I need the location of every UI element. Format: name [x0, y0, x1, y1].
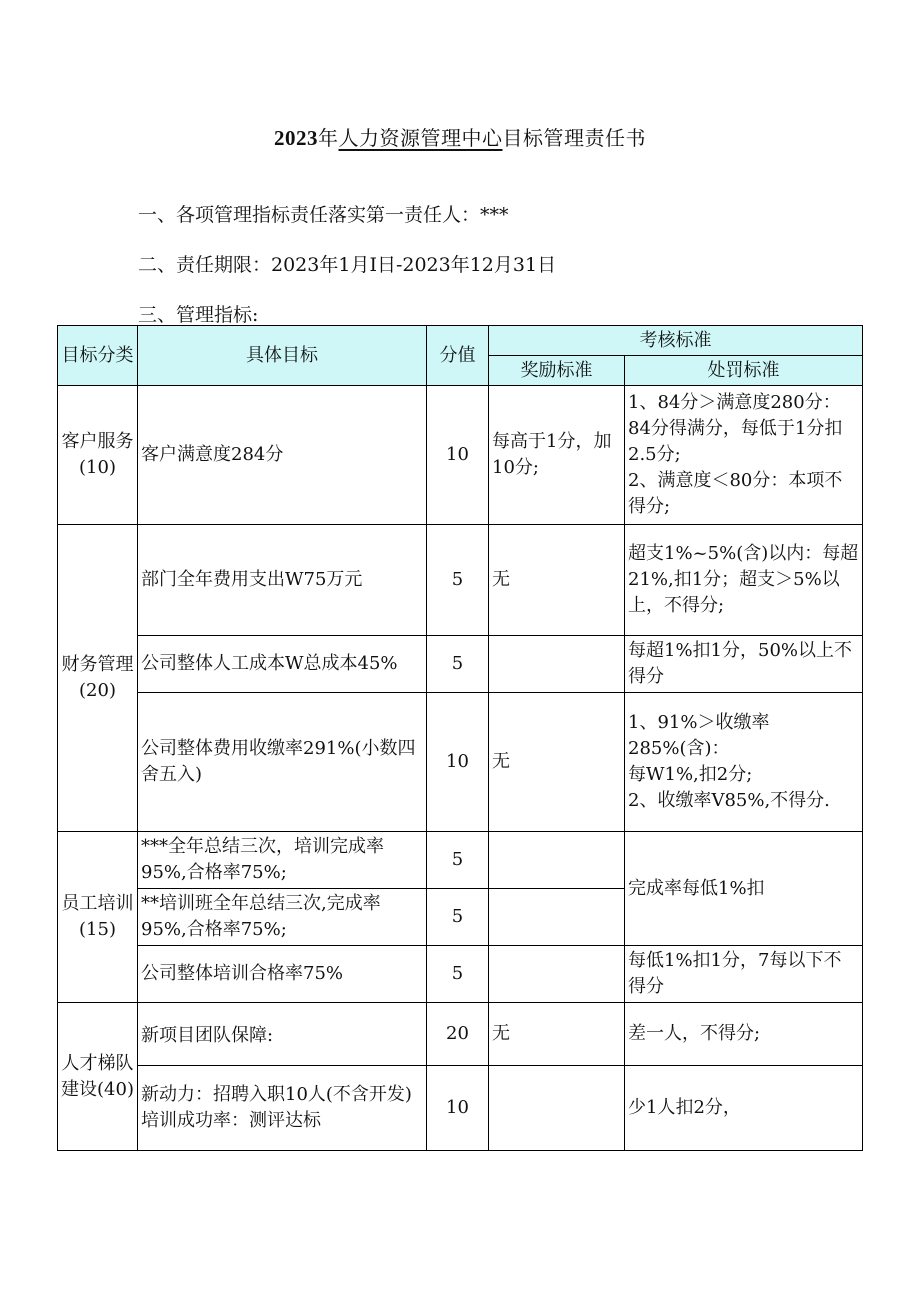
header-reward: 奖励标准 [489, 356, 625, 386]
reward-cell: 每高于1分，加10分; [489, 386, 625, 525]
title-year: 2023 [274, 126, 318, 150]
penalty-cell: 少1人扣2分， [625, 1066, 863, 1151]
table-row [58, 386, 863, 525]
reward-cell [489, 946, 625, 1003]
section-period: 二、责任期限：2023年1月I日-2023年12月31日 [138, 254, 557, 276]
reward-cell: 无 [489, 1003, 625, 1066]
reward-cell [489, 832, 625, 889]
reward-cell: 无 [489, 693, 625, 832]
category-cell: 员工培训(15) [58, 832, 138, 1003]
score-cell: 10 [427, 693, 489, 832]
penalty-cell: 1、91%＞收缴率 285%(含)： 每W1%,扣2分; 2、收缴率V85%,不得分. [625, 693, 863, 832]
target-cell: ***全年总结三次，培训完成率95%,合格率75%; [138, 832, 427, 889]
penalty-cell: 1、84分＞满意度280分：84分得满分，每低于1分扣2.5分; 2、满意度＜80分：本项不得分; [625, 386, 863, 525]
title-dept: 人力资源管理中心 [338, 126, 503, 150]
score-cell: 5 [427, 889, 489, 946]
target-cell: 新项目团队保障: [138, 1003, 427, 1066]
category-cell: 客户服务(10) [58, 386, 138, 525]
header-target: 具体目标 [138, 326, 427, 386]
score-cell: 5 [427, 525, 489, 636]
score-cell: 20 [427, 1003, 489, 1066]
target-cell: 公司整体人工成本W总成本45% [138, 636, 427, 693]
header-penalty: 处罚标准 [625, 356, 863, 386]
document-title [0, 122, 920, 151]
penalty-cell: 差一人，不得分; [625, 1003, 863, 1066]
header-score: 分值 [427, 326, 489, 386]
reward-cell [489, 1066, 625, 1151]
target-cell: **培训班全年总结三次,完成率95%,合格率75%; [138, 889, 427, 946]
table-row [58, 1066, 863, 1151]
target-cell: 公司整体培训合格率75% [138, 946, 427, 1003]
category-cell: 人才梯队建设(40) [58, 1003, 138, 1151]
score-cell: 5 [427, 832, 489, 889]
reward-cell: 无 [489, 525, 625, 636]
score-cell: 5 [427, 636, 489, 693]
target-cell: 部门全年费用支出W75万元 [138, 525, 427, 636]
table-row [58, 636, 863, 693]
reward-cell [489, 889, 625, 946]
header-category: 目标分类 [58, 326, 138, 386]
penalty-cell: 每低1%扣1分，7每以下不得分 [625, 946, 863, 1003]
score-cell: 10 [427, 386, 489, 525]
table-row [58, 693, 863, 832]
title-part1: 年 [318, 126, 339, 150]
table-row [58, 832, 863, 889]
penalty-cell: 超支1%~5%(含)以内：每超21%,扣1分；超支＞5%以上，不得分; [625, 525, 863, 636]
target-table [57, 325, 863, 1151]
header-criteria: 考核标准 [489, 326, 863, 356]
penalty-cell: 每超1%扣1分，50%以上不得分 [625, 636, 863, 693]
title-part2: 目标管理责任书 [502, 126, 646, 150]
section-indicators: 三、管理指标: [138, 304, 259, 326]
header-row [58, 326, 863, 356]
score-cell: 5 [427, 946, 489, 1003]
table-row [58, 525, 863, 636]
table-row [58, 1003, 863, 1066]
table-row [58, 946, 863, 1003]
score-cell: 10 [427, 1066, 489, 1151]
reward-cell [489, 636, 625, 693]
target-cell: 公司整体费用收缴率291%(小数四舍五入) [138, 693, 427, 832]
penalty-cell: 完成率每低1%扣 [625, 832, 863, 946]
target-cell: 客户满意度284分 [138, 386, 427, 525]
target-cell: 新动力：招聘入职10人(不含开发) 培训成功率：测评达标 [138, 1066, 427, 1151]
category-cell: 财务管理(20) [58, 525, 138, 832]
section-responsible-person: 一、各项管理指标责任落实第一责任人：*** [138, 204, 509, 226]
